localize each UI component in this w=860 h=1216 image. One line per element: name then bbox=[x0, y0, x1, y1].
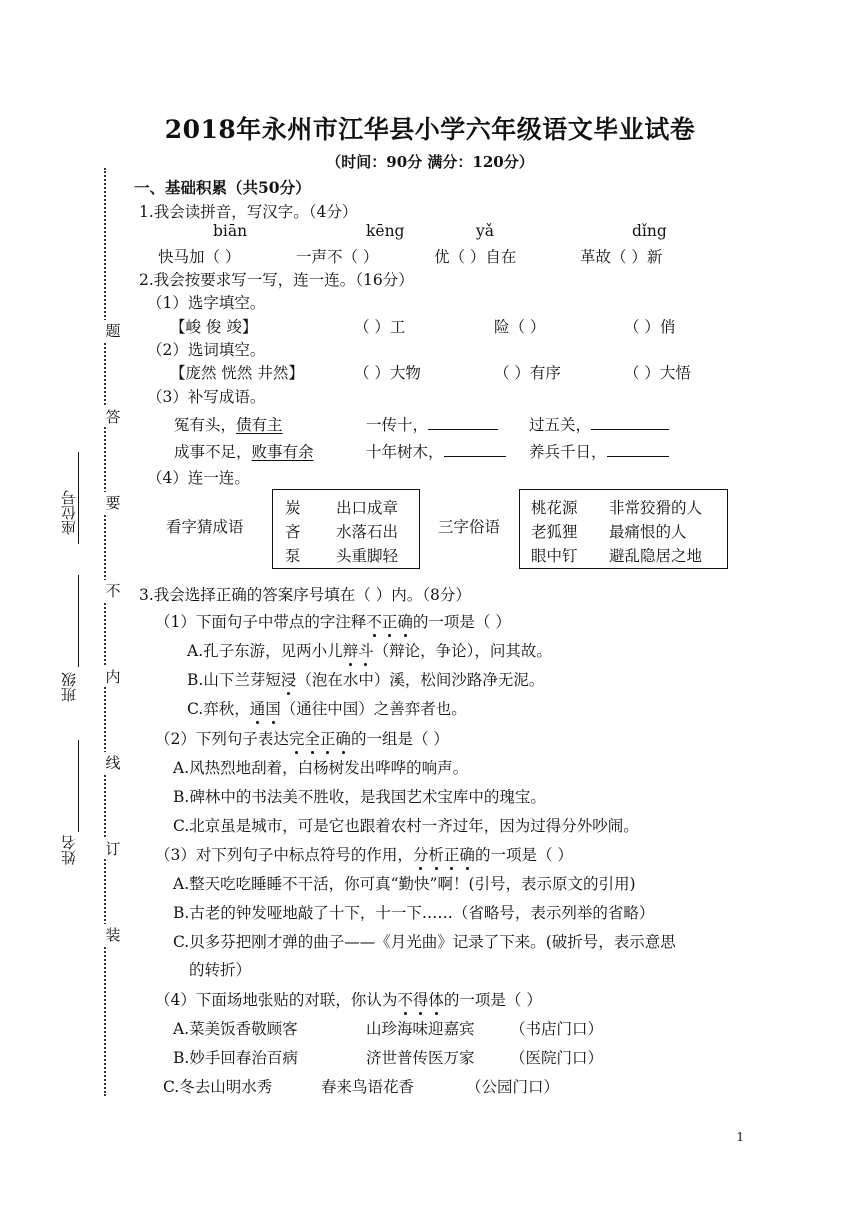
emphasis-char: 正 bbox=[382, 610, 398, 632]
q3-p4-option-c-right: 春来鸟语花香 bbox=[321, 1078, 415, 1096]
match-meaning: 非常狡猾的人 bbox=[609, 499, 703, 517]
match-char: 泵 bbox=[285, 547, 301, 565]
name-line bbox=[78, 740, 79, 832]
q2-prompt: 2.我会按要求写一写，连一连。（16分） bbox=[139, 271, 414, 289]
emphasis-char: 完 bbox=[289, 727, 305, 749]
emphasis-char: 斗 bbox=[358, 639, 374, 661]
emphasis-char: 体 bbox=[428, 988, 444, 1010]
emphasis-text bbox=[397, 991, 444, 1009]
binding-char: 要 bbox=[102, 492, 124, 513]
q1-item-2: 一声不（ ） bbox=[296, 248, 379, 266]
binding-char: 装 bbox=[102, 924, 124, 945]
q3-p1-stem: （1）下面句子中带点的字注释不正确的一项是（ ） bbox=[155, 610, 511, 632]
idiom-row-2-c: 养兵千日， bbox=[529, 440, 669, 462]
emphasis-char: 确 bbox=[397, 610, 413, 632]
match-char: 吝 bbox=[285, 523, 301, 541]
pinyin-3: yǎ bbox=[476, 222, 494, 240]
q3-p3-option-c: C.贝多芬把刚才弹的曲子——《月光曲》记录了下来。(破折号，表示意思 bbox=[173, 933, 676, 951]
emphasis-char: 不 bbox=[366, 610, 382, 632]
match-term: 桃花源 bbox=[531, 499, 578, 517]
q3-p3-stem: （3）对下列句子中标点符号的作用，分析正确的一项是（ ） bbox=[155, 843, 573, 865]
emphasis-text bbox=[366, 613, 413, 631]
q2-sub2-blank-3: （ ）大悟 bbox=[624, 364, 691, 382]
binding-char: 内 bbox=[102, 666, 124, 687]
q1-item-3: 优（ ）自在 bbox=[434, 248, 517, 266]
q3-prompt: 3.我会选择正确的答案序号填在（ ）内。（8分） bbox=[139, 586, 471, 604]
q3-p4-option-c-place: （公园门口） bbox=[466, 1078, 560, 1096]
q2-sub2-blank-2: （ ）有序 bbox=[494, 364, 561, 382]
match-idiom: 水落石出 bbox=[336, 523, 399, 541]
binding-dotted-line bbox=[104, 168, 106, 1096]
q2-sub2-options: 【庞然 恍然 井然】 bbox=[170, 364, 304, 382]
guess-idiom-label: 看字猜成语 bbox=[166, 518, 244, 536]
match-meaning: 最痛恨的人 bbox=[609, 523, 687, 541]
q1-item-1: 快马加（ ） bbox=[158, 248, 241, 266]
emphasis-char: 得 bbox=[413, 988, 429, 1010]
q3-p2-stem: （2）下列句子表达完全正确的一组是（ ） bbox=[155, 727, 449, 749]
seat-number-label: 座位号 bbox=[60, 490, 78, 535]
page-number: 1 bbox=[736, 1130, 744, 1144]
q2-sub3-label: （3）补写成语。 bbox=[147, 388, 266, 406]
q3-p1-option-a: A.孔子东游，见两小儿辩斗（辩论，争论），问其故。 bbox=[187, 639, 552, 661]
emphasis-char: 通 bbox=[250, 697, 266, 719]
q2-sub1-blank-3: （ ）俏 bbox=[624, 318, 676, 336]
class-line bbox=[78, 575, 79, 667]
q2-sub1-label: （1）选字填空。 bbox=[147, 294, 266, 312]
match-char: 炭 bbox=[285, 499, 301, 517]
emphasis-char: 正 bbox=[444, 843, 460, 865]
q1-prompt: 1.我会读拼音，写汉字。（4分） bbox=[139, 203, 358, 221]
idiom-row-1-c: 过五关， bbox=[529, 413, 669, 435]
binding-char: 答 bbox=[102, 406, 124, 427]
emphasis-text bbox=[281, 671, 297, 689]
q2-sub1-options: 【峻 俊 竣】 bbox=[170, 318, 258, 336]
q3-p4-option-b-right: 济世普传医万家 bbox=[366, 1049, 475, 1067]
q3-p4-stem: （4）下面场地张贴的对联，你认为不得体的一项是（ ） bbox=[155, 988, 542, 1010]
match-term: 老狐狸 bbox=[531, 523, 578, 541]
section-heading: 一、基础积累（共50分） bbox=[134, 178, 311, 197]
emphasis-char: 正 bbox=[320, 727, 336, 749]
q2-sub2-label: （2）选词填空。 bbox=[147, 341, 266, 359]
class-label: 班级 bbox=[60, 672, 78, 702]
q3-p3-option-b: B.古老的钟发哑地敲了十下，十一下……（省略号，表示列举的省略） bbox=[173, 904, 655, 922]
idiom-row-1-b: 一传十， bbox=[366, 413, 498, 435]
pinyin-1: biān bbox=[213, 222, 248, 240]
exam-info: （时间：90分 满分：120分） bbox=[326, 153, 534, 171]
q3-p1-option-b: B.山下兰芽短浸（泡在水中）溪，松间沙路净无泥。 bbox=[187, 668, 544, 690]
q3-p2-option-c: C.北京虽是城市，可是它也跟着农村一齐过年，因为过得分外吵闹。 bbox=[173, 817, 639, 835]
q3-p1-option-c: C.弈秋，通国（通往中国）之善弈者也。 bbox=[187, 697, 467, 719]
match-idiom: 头重脚轻 bbox=[336, 547, 399, 565]
q3-p2-option-a: A.风热烈地刮着，白杨树发出哗哗的响声。 bbox=[173, 759, 469, 777]
q2-sub1-blank-2: 险（ ） bbox=[494, 318, 546, 336]
binding-char: 线 bbox=[102, 752, 124, 773]
match-term: 眼中钉 bbox=[531, 547, 578, 565]
q3-p4-option-a-left: A.菜美饭香敬顾客 bbox=[173, 1020, 298, 1038]
q1-item-4: 革故（ ）新 bbox=[580, 248, 663, 266]
emphasis-char: 析 bbox=[428, 843, 444, 865]
pinyin-2: kēng bbox=[366, 222, 405, 240]
binding-char: 不 bbox=[102, 580, 124, 601]
idiom-row-2-a: 成事不足，败事有余 bbox=[174, 443, 314, 461]
emphasis-text bbox=[250, 700, 281, 718]
binding-char: 题 bbox=[102, 320, 124, 341]
q2-sub4-label: （4）连一连。 bbox=[147, 469, 250, 487]
idiom-row-1-a: 冤有头，债有主 bbox=[174, 416, 283, 434]
page-title: 2018年永州市江华县小学六年级语文毕业试卷 bbox=[164, 115, 696, 144]
name-label: 姓名 bbox=[60, 835, 78, 865]
q3-p4-option-a-right: 山珍海味迎嘉宾 bbox=[366, 1020, 475, 1038]
q3-p4-option-a-place: （书店门口） bbox=[510, 1020, 604, 1038]
q2-sub2-blank-1: （ ）大物 bbox=[354, 364, 421, 382]
emphasis-text bbox=[343, 642, 374, 660]
q3-p4-option-c-left: C.冬去山明水秀 bbox=[163, 1078, 273, 1096]
pinyin-4: dǐng bbox=[632, 222, 667, 240]
idiom-row-2-b: 十年树木， bbox=[366, 440, 506, 462]
q2-sub1-blank-1: （ ）工 bbox=[354, 318, 406, 336]
emphasis-char: 分 bbox=[413, 843, 429, 865]
proverb-label: 三字俗语 bbox=[438, 518, 501, 536]
emphasis-text bbox=[413, 846, 475, 864]
binding-char: 订 bbox=[102, 838, 124, 859]
emphasis-char: 全 bbox=[304, 727, 320, 749]
emphasis-char: 辩 bbox=[343, 639, 359, 661]
emphasis-char: 不 bbox=[397, 988, 413, 1010]
emphasis-char: 确 bbox=[459, 843, 475, 865]
q3-p3-option-a: A.整天吃吃睡睡不干活，你可真“勤快”啊！(引号，表示原文的引用) bbox=[173, 875, 636, 893]
match-meaning: 避乱隐居之地 bbox=[609, 547, 703, 565]
q3-p4-option-b-place: （医院门口） bbox=[510, 1049, 604, 1067]
emphasis-char: 浸 bbox=[281, 668, 297, 690]
emphasis-char: 确 bbox=[335, 727, 351, 749]
q3-p3-option-c-cont: 的转折） bbox=[189, 961, 252, 979]
emphasis-text bbox=[289, 730, 351, 748]
emphasis-char: 国 bbox=[265, 697, 281, 719]
q3-p4-option-b-left: B.妙手回春治百病 bbox=[173, 1049, 298, 1067]
q3-p2-option-b: B.碑林中的书法美不胜收，是我国艺术宝库中的瑰宝。 bbox=[173, 788, 546, 806]
match-idiom: 出口成章 bbox=[336, 499, 399, 517]
